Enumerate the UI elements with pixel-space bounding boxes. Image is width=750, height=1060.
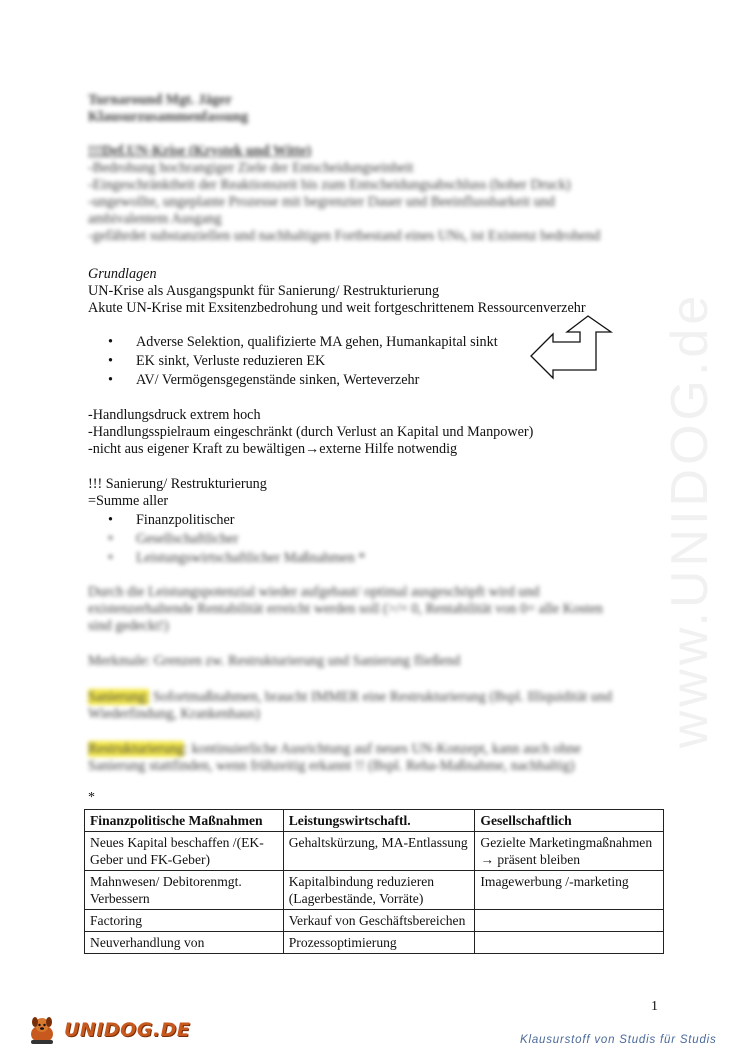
- highlight-label: Sanierung:: [88, 689, 150, 705]
- table-header: Leistungswirtschaftl.: [283, 810, 475, 832]
- table-header-row: [85, 810, 664, 832]
- grundlagen-bullet-list: [108, 333, 498, 390]
- sanierung-bullet-list: [108, 511, 365, 568]
- handlung-line: -nicht aus eigener Kraft zu bewältigen→externe Hilfe notwendig: [88, 441, 458, 457]
- grundlagen-line: Akute UN-Krise mit Exsitenzbedrohung und weit fortgeschrittenem Ressourcenverzehr: [88, 300, 586, 316]
- intro-line: -gefährdet substanziellen und nachhaltigen Fortbestand eines UNs, ist Existenz bedrohend: [88, 228, 601, 244]
- list-item: • Gesellschaftlicher: [108, 530, 365, 549]
- watermark-text: www.UNIDOG.de: [661, 291, 719, 749]
- handlung-line: -Handlungsdruck extrem hoch: [88, 407, 261, 423]
- table-cell: Neuverhandlung von: [85, 932, 284, 954]
- blurred-paragraph-line: existenzerhaltende Rentabilität erreicht werden soll (>/= 0, Rentabilität von 0= alle Kosten: [88, 601, 603, 617]
- table-cell: Prozessoptimierung: [283, 932, 475, 954]
- table-row: [85, 910, 664, 932]
- unidog-logo[interactable]: [26, 1013, 190, 1047]
- grundlagen-heading: Grundlagen: [88, 266, 157, 282]
- table-footnote-marker: *: [88, 790, 95, 805]
- table-cell: Neues Kapital beschaffen /(EK-Geber und FK-Geber): [85, 832, 284, 871]
- table-header: Finanzpolitische Maßnahmen: [85, 810, 284, 832]
- intro-line: -Eingeschränktheit der Reaktionszeit bis zum Entscheidungsabschluss (hoher Druck): [88, 177, 571, 193]
- blurred-paragraph-line: [88, 741, 581, 758]
- table-header: Gesellschaftlich: [475, 810, 664, 832]
- blurred-paragraph-line: Sanierung stattfinden, wenn frühzeitig erkannt !! (Bspl. Reha-Maßnahme, nachhaltig): [88, 758, 575, 774]
- blurred-paragraph-line: Durch die Leistungspotenzial wieder aufgebaut/ optimal ausgeschöpft wird und: [88, 584, 540, 600]
- table-row: [85, 871, 664, 910]
- table-row: [85, 932, 664, 954]
- intro-line: -ungewollte, ungeplante Prozesse mit begrenzter Dauer und Beeinflussbarkeit und: [88, 194, 555, 210]
- list-item: • AV/ Vermögensgegenstände sinken, Werteverzehr: [108, 371, 498, 390]
- table-cell: [475, 932, 664, 954]
- footer-tagline: Klausurstoff von Studis für Studis: [520, 1034, 717, 1046]
- blurred-paragraph-line: [88, 689, 612, 706]
- highlight-label: Restrukturierung: [88, 741, 185, 757]
- paragraph-text: : kontinuierliche Ausrichtung auf neues UN-Konzept, kann auch ohne: [184, 741, 581, 757]
- doc-subtitle: Klausurzusammenfassung: [88, 109, 249, 125]
- sanierung-line: =Summe aller: [88, 493, 169, 509]
- list-item: • Leistungswirtschaftlicher Maßnahmen *: [108, 549, 365, 568]
- arrow-icon: [525, 310, 615, 380]
- blurred-paragraph-line: Merkmale: Grenzen zw. Restrukturierung und Sanierung fließend: [88, 653, 461, 669]
- dog-icon: [26, 1014, 58, 1046]
- logo-text: UNIDOG.DE: [64, 1019, 191, 1041]
- table-cell: Factoring: [85, 910, 284, 932]
- measures-table: [84, 809, 664, 954]
- table-cell: Kapitalbindung reduzieren (Lagerbestände, Vorräte): [283, 871, 475, 910]
- paragraph-text: Sofortmaßnahmen, braucht IMMER eine Restrukturierung (Bspl. Illiquidität und: [153, 689, 613, 705]
- intro-line: ambivalentem Ausgang: [88, 211, 222, 227]
- handlung-line: -Handlungsspielraum eingeschränkt (durch Verlust an Kapital und Manpower): [88, 424, 534, 440]
- table-cell: Mahnwesen/ Debitorenmgt. Verbessern: [85, 871, 284, 910]
- table-cell: Gehaltskürzung, MA-Entlassung: [283, 832, 475, 871]
- table-cell: Imagewerbung /-marketing: [475, 871, 664, 910]
- list-item: • Finanzpolitischer: [108, 511, 365, 530]
- list-item: • EK sinkt, Verluste reduzieren EK: [108, 352, 498, 371]
- intro-heading: !!!Def.UN-Krise (Krystek und Witte): [88, 143, 312, 159]
- sanierung-heading: !!! Sanierung/ Restrukturierung: [88, 476, 267, 492]
- doc-title: Turnaround Mgt. Jäger: [88, 92, 232, 108]
- intro-line: -Bedrohung hochrangiger Ziele der Entscheidungseinheit: [88, 160, 414, 176]
- table-cell: Verkauf von Geschäftsbereichen: [283, 910, 475, 932]
- list-item: • Adverse Selektion, qualifizierte MA gehen, Humankapital sinkt: [108, 333, 498, 352]
- blurred-paragraph-line: sind gedeckt!): [88, 618, 169, 634]
- table-row: [85, 832, 664, 871]
- page-number: 1: [651, 999, 658, 1014]
- table-cell: [475, 910, 664, 932]
- table-cell: Gezielte Marketingmaßnahmen → präsent bleiben: [475, 832, 664, 871]
- blurred-paragraph-line: Wiederfindung, Krankenhaus): [88, 706, 260, 722]
- grundlagen-line: UN-Krise als Ausgangspunkt für Sanierung/ Restrukturierung: [88, 283, 440, 299]
